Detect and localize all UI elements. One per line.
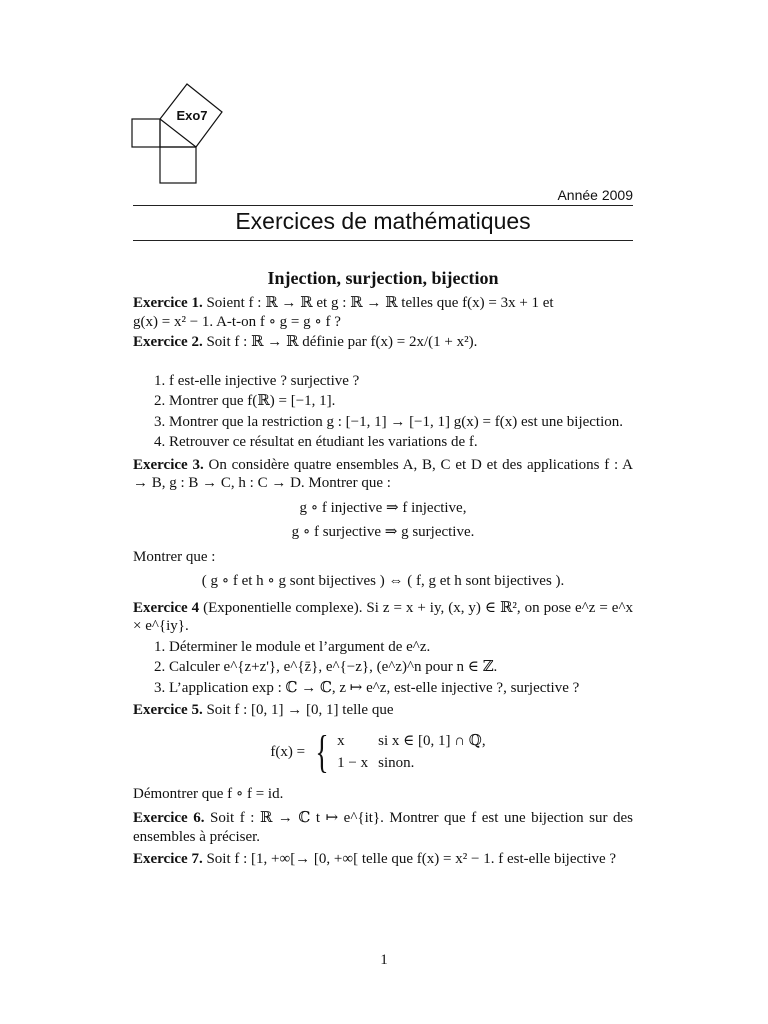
equation-3-left: ( g ∘ f et h ∘ g sont bijectives ): [201, 573, 385, 589]
spacer: [133, 354, 633, 372]
exercise-list: [133, 294, 633, 871]
exercise-3-text: On considère quatre ensembles A, B, C et D et des applications f : A → B, g : B → C, h : C → D. Montrer que :: [133, 456, 633, 491]
piecewise-lhs: f(x) =: [270, 743, 306, 760]
exercise-1-text-a: Soient f : ℝ → ℝ et g : ℝ → ℝ telles que f(x) = 3x + 1 et: [206, 295, 554, 311]
bottom-rule: [133, 240, 633, 241]
list-item: 3. L’application exp : ℂ → ℂ, z ↦ e^z, est-elle injective ?, surjective ?: [169, 679, 633, 698]
equation-3-right: ( f, g et h sont bijectives ).: [407, 573, 565, 589]
exercise-3-text2: Montrer que :: [133, 548, 216, 565]
exercise-7: [133, 850, 633, 869]
exercise-6-label: Exercice 6.: [133, 810, 205, 826]
case-condition: sinon.: [378, 755, 415, 771]
exercise-2: [133, 333, 633, 352]
case-value: x: [337, 732, 345, 749]
page-title: Exercices de mathématiques: [235, 208, 531, 234]
exercise-2-items: [133, 372, 633, 452]
piecewise-definition: [133, 726, 633, 777]
exercise-4-items: [133, 638, 633, 698]
top-rule: [133, 205, 633, 206]
exercise-1-text-b: g(x) = x² − 1. A-t-on f ∘ g = g ∘ f ?: [133, 313, 341, 330]
exercise-4-label: Exercice 4: [133, 599, 200, 616]
exercise-4: [133, 599, 633, 636]
section-title: Injection, surjection, bijection: [267, 268, 499, 288]
exercise-6-text: Soit f : ℝ → ℂ t ↦ e^{it}. Montrer que f est une bijection sur des ensembles à préciser.: [133, 810, 633, 845]
exercise-3: [133, 456, 633, 493]
table-row: [337, 730, 495, 753]
exercise-5-text: Soit f : [0, 1] → [0, 1] telle que: [206, 702, 394, 718]
exercise-4-text: (Exponentielle complexe). Si z = x + iy, (x, y) ∈ ℝ², on pose e^z = e^x × e^{iy}.: [133, 599, 633, 634]
exercise-1: [133, 294, 633, 331]
exercise-2-label: Exercice 2.: [133, 334, 203, 350]
case-value: 1 − x: [337, 755, 369, 771]
exercise-7-text: Soit f : [1, +∞[→ [0, +∞[ telle que f(x) = x² − 1. f est-elle bijective ?: [206, 851, 617, 867]
exercise-5-conclusion: Démontrer que f ∘ f = id.: [133, 785, 284, 802]
piecewise-cases: [337, 730, 495, 775]
exercise-1-label: Exercice 1.: [133, 295, 203, 311]
logo-text: Exo7: [176, 108, 208, 123]
equation-1: g ∘ f injective ⇒ f injective,: [299, 499, 467, 516]
case-condition: si x ∈ [0, 1] ∩ ℚ,: [378, 732, 486, 749]
exercise-3-equations: [133, 499, 633, 542]
year-label: Année 2009: [557, 187, 633, 203]
exercise-6: [133, 809, 633, 846]
exercise-7-label: Exercice 7.: [133, 851, 203, 867]
exercise-3-label: Exercice 3.: [133, 456, 204, 473]
curly-brace: {: [315, 726, 329, 777]
list-item: 1. Déterminer le module et l’argument de e^z.: [169, 638, 633, 657]
list-item: 2. Calculer e^{z+z'}, e^{z̄}, e^{−z}, (e^z)^n pour n ∈ ℤ.: [169, 658, 633, 677]
equation-2: g ∘ f surjective ⇒ g surjective.: [291, 524, 475, 540]
list-item: 1. f est-elle injective ? surjective ?: [169, 372, 633, 391]
list-item: 2. Montrer que f(ℝ) = [−1, 1].: [169, 392, 633, 411]
equation-3: [133, 572, 633, 591]
page-number: 1: [380, 952, 388, 968]
exercise-2-text: Soit f : ℝ → ℝ définie par f(x) = 2x/(1 + x²).: [206, 334, 478, 350]
list-item: 4. Retrouver ce résultat en étudiant les variations de f.: [169, 433, 633, 452]
exercise-5-label: Exercice 5.: [133, 702, 203, 718]
exo7-logo: [130, 82, 240, 186]
table-row: [337, 752, 495, 775]
exercise-5: [133, 701, 633, 720]
equation-3-mid: ⇔: [384, 573, 408, 589]
list-item: 3. Montrer que la restriction g : [−1, 1] → [−1, 1] g(x) = f(x) est une bijection.: [169, 413, 633, 432]
